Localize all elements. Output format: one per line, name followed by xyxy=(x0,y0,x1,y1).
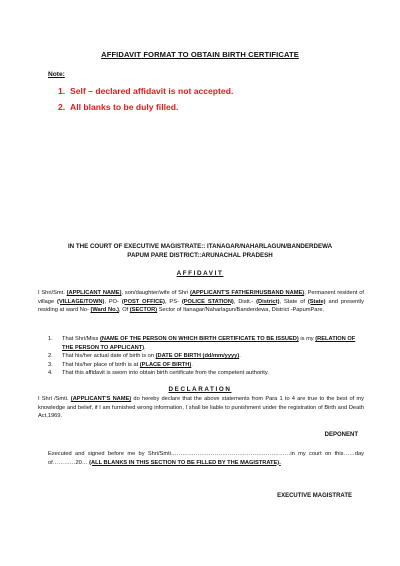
note-item xyxy=(58,102,233,113)
text: . xyxy=(191,361,193,368)
statement-item xyxy=(48,335,366,352)
declaration-heading: DECLARATION xyxy=(168,386,232,393)
text: Executed and signed before me by Shri/Smti………………………………………………………in my court on this……day of…………20… xyxy=(48,451,364,466)
applicant-name-blank: (APPLICANT NAME) xyxy=(66,290,122,296)
father-husband-name-blank: (APPLICANT'S FATHER/HUSBAND NAME) xyxy=(190,290,305,296)
statement-number: 2. xyxy=(48,353,53,360)
place-of-birth-blank: (PLACE OF BIRTH) xyxy=(139,361,192,368)
text: is my xyxy=(298,336,316,342)
text: and presently residing at ward No- xyxy=(38,298,364,314)
statement-number: 1. xyxy=(48,336,53,342)
magistrate-blank-note: (ALL BLANKS IN THIS SECTION TO BE FILLED BY THE MAGISTRATE). xyxy=(89,459,281,466)
text: do hereby declare that the above statements from Para 1 to 4 are true to the best of my knowledge and belief, if I am furnished wrong information, I shall be liable to punishment under the registration of Birth and Death Act,1969. xyxy=(38,396,364,420)
note-item-text: All blanks to be duly filled. xyxy=(70,102,179,112)
statement-item xyxy=(48,361,366,370)
police-station-blank: (POLICE STATION) xyxy=(181,298,234,305)
court-line-1: IN THE COURT OF EXECUTIVE MAGISTRATE:: ITANAGAR/NAHARLAGUN/BANDERDEWA xyxy=(67,243,333,250)
declaration-paragraph xyxy=(38,395,364,421)
text: That Shri/Miss xyxy=(62,336,100,342)
statement-item xyxy=(48,352,366,361)
deponent-signature-label: DEPONENT xyxy=(324,432,358,438)
note-item-number: 1. xyxy=(58,86,66,96)
text: . xyxy=(239,353,241,360)
note-item-text: Self – declared affidavit is not accepted. xyxy=(70,86,234,96)
text: Sector of Itanagar/Naharlagun/Banderdewa, District -PapumPare. xyxy=(157,307,325,314)
post-office-blank: (POST OFFICE) xyxy=(121,298,165,305)
court-heading xyxy=(0,243,400,260)
note-list xyxy=(58,86,233,118)
text: , Distt.- xyxy=(233,298,257,305)
statement-number: 3. xyxy=(48,361,53,368)
note-label: Note: xyxy=(48,71,65,78)
note-item-number: 2. xyxy=(58,102,66,112)
ward-blank: (Ward No.) xyxy=(90,307,120,314)
sector-blank: (SECTOR) xyxy=(129,307,158,314)
document-title: AFFIDAVIT FORMAT TO OBTAIN BIRTH CERTIFICATE xyxy=(101,50,299,59)
text: , Permanent resident of village xyxy=(38,290,364,305)
text: I Shri/Smt. xyxy=(38,290,67,296)
date-of-birth-blank: (DATE OF BIRTH (dd/mm/yyyy) xyxy=(155,353,240,360)
applicant-details-paragraph xyxy=(38,289,364,315)
text: I Shri /Smti. xyxy=(38,396,71,402)
text: That his/her place of birth is at xyxy=(62,361,140,368)
affidavit-statements xyxy=(48,335,366,378)
text: . xyxy=(144,344,146,351)
executive-magistrate-label: EXECUTIVE MAGISTRATE xyxy=(277,493,352,499)
affidavit-heading: AFFIDAVIT xyxy=(176,270,224,277)
text: , PS- xyxy=(164,298,182,305)
statement-number: 4. xyxy=(48,370,53,377)
relation-blank: (RELATION OF THE PERSON TO APPLICANT) xyxy=(62,336,356,351)
text: , State of xyxy=(279,298,308,305)
state-blank: (State) xyxy=(307,298,326,305)
text: , son/daughter/wife of Shri xyxy=(121,290,191,296)
district-blank: (District) xyxy=(256,298,280,305)
text: That this affidavit is sworn into obtain birth certificate from the competent authority. xyxy=(62,370,269,377)
text: , PO- xyxy=(104,298,122,305)
text: , Of xyxy=(119,307,130,314)
text: That his/her actual date of birth is on xyxy=(62,353,156,360)
note-item xyxy=(58,86,233,97)
person-name-blank: (NAME OF THE PERSON ON WHICH BIRTH CERTIFICATE TO BE ISSUED) xyxy=(99,336,299,342)
execution-paragraph xyxy=(48,450,364,467)
applicant-name-blank: (APPLICANT'S NAME) xyxy=(70,396,132,402)
court-line-2: PAPUM PARE DISTRICT::ARUNACHAL PRADESH xyxy=(127,251,273,259)
statement-item xyxy=(48,369,366,378)
village-blank: (VILLAGE/TOWN) xyxy=(57,298,105,305)
